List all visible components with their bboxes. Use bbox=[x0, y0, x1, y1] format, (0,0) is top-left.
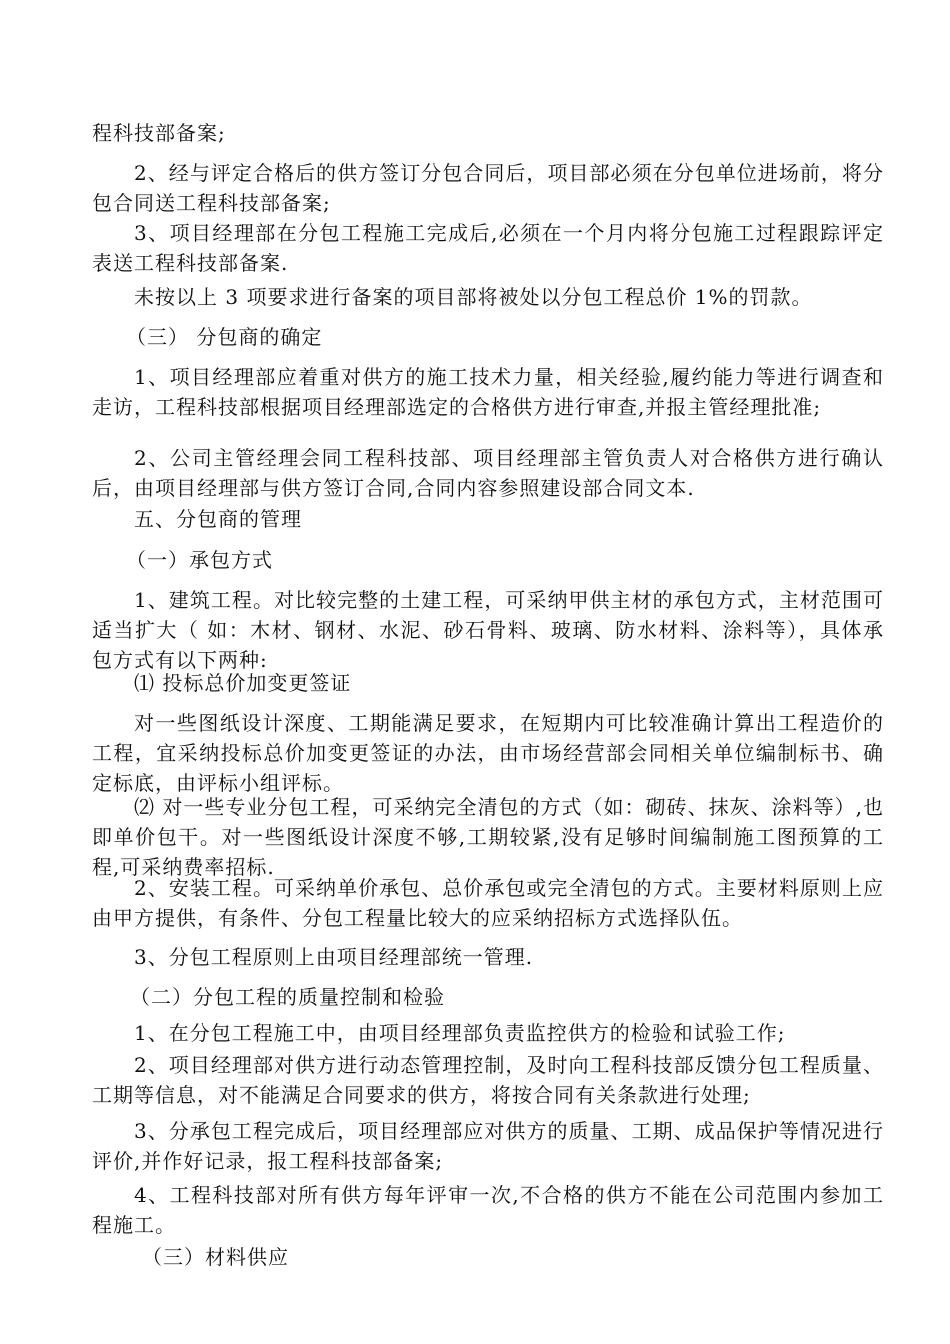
paragraph-2: 2、经与评定合格后的供方签订分包合同后，项目部必须在分包单位进场前，将分包合同送工程科技部备案; bbox=[92, 161, 884, 215]
paragraph-3: 3、项目经理部在分包工程施工完成后,必须在一个月内将分包施工过程跟踪评定表送工程科技部备案. bbox=[92, 221, 884, 275]
section-heading-subcontractor-management: 五、分包商的管理 bbox=[134, 507, 302, 531]
section-heading-quality-control: （二）分包工程的质量控制和检验 bbox=[130, 985, 445, 1009]
paragraph-9: 对一些图纸设计深度、工期能满足要求，在短期内可比较准确计算出工程造价的工程，宜采纳投标总价加变更签证的办法，由市场经营部会同相关单位编制标书、确定标底，由评标小组评标。 bbox=[92, 711, 884, 795]
paragraph-6: 2、公司主管经理会同工程科技部、项目经理部主管负责人对合格供方进行确认后，由项目经理部与供方签订合同,合同内容参照建设部合同文本. bbox=[92, 446, 884, 500]
paragraph-12: 3、分包工程原则上由项目经理部统一管理. bbox=[134, 945, 534, 969]
section-heading-contracting-method: （一）承包方式 bbox=[126, 548, 273, 572]
paragraph-4: 未按以上 3 项要求进行备案的项目部将被处以分包工程总价 1%的罚款。 bbox=[134, 285, 813, 309]
paragraph-7: 1、建筑工程。对比较完整的土建工程，可采纳甲供主材的承包方式，主材范围可适当扩大（ 如：木材、钢材、水泥、砂石骨料、玻璃、防水材料、涂料等），具体承包方式有以下两种: bbox=[92, 588, 884, 672]
section-heading-material-supply: （三）材料供应 bbox=[142, 1245, 289, 1269]
paragraph-10: ⑵ 对一些专业分包工程，可采纳完全清包的方式（如：砌砖、抹灰、涂料等）,也即单价包干。对一些图纸设计深度不够,工期较紧,没有足够时间编制施工图预算的工程,可采纳费率招标. bbox=[92, 795, 884, 879]
paragraph-15: 3、分承包工程完成后，项目经理部应对供方的质量、工期、成品保护等情况进行评价,并作好记录，报工程科技部备案; bbox=[92, 1119, 884, 1173]
paragraph-16: 4、工程科技部对所有供方每年评审一次,不合格的供方不能在公司范围内参加工程施工。 bbox=[92, 1183, 884, 1237]
section-heading-subcontractor-determination: （三） 分包商的确定 bbox=[126, 325, 323, 349]
paragraph-5: 1、项目经理部应着重对供方的施工技术力量，相关经验,履约能力等进行调查和走访，工程科技部根据项目经理部选定的合格供方进行审查,并报主管经理批准; bbox=[92, 365, 884, 419]
paragraph-1: 程科技部备案; bbox=[92, 121, 226, 145]
paragraph-11: 2、安装工程。可采纳单价承包、总价承包或完全清包的方式。主要材料原则上应由甲方提供，有条件、分包工程量比较大的应采纳招标方式选择队伍。 bbox=[92, 876, 884, 930]
paragraph-13: 1、在分包工程施工中，由项目经理部负责监控供方的检验和试验工作; bbox=[134, 1021, 786, 1045]
paragraph-8: ⑴ 投标总价加变更签证 bbox=[134, 671, 352, 695]
paragraph-14: 2、项目经理部对供方进行动态管理控制，及时向工程科技部反馈分包工程质量、工期等信息，对不能满足合同要求的供方，将按合同有关条款进行处理; bbox=[92, 1053, 884, 1107]
